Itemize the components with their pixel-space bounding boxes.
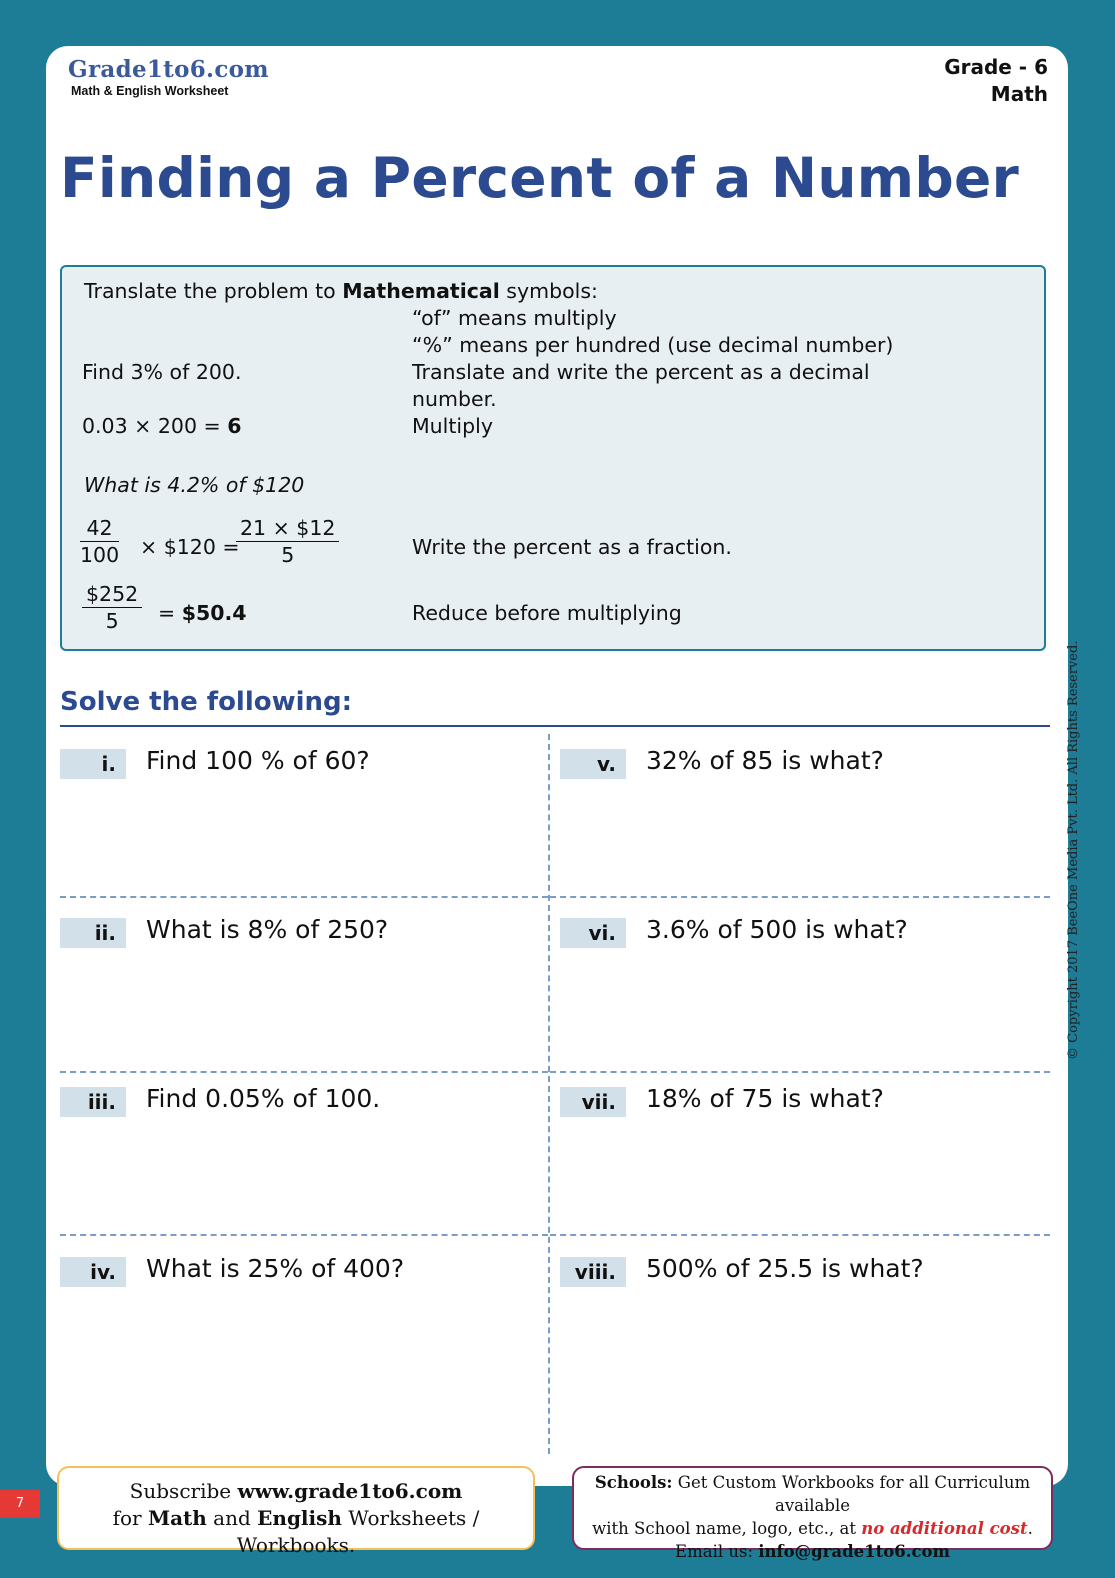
question-label: iii. xyxy=(60,1087,126,1117)
question-item xyxy=(560,918,626,948)
question-label: ii. xyxy=(60,918,126,948)
copyright-notice: © Copyright 2017 BeeOne Media Pvt. Ltd. All Rights Reserved. xyxy=(1066,640,1081,1060)
row-divider xyxy=(550,896,1050,898)
example1-calc: 0.03 × 200 = 6 xyxy=(82,414,242,438)
subscribe-line1: Subscribe www.grade1to6.com xyxy=(129,1479,463,1503)
question-text: 32% of 85 is what? xyxy=(646,746,884,775)
schools-banner xyxy=(572,1466,1053,1561)
question-item xyxy=(60,1087,126,1117)
subscribe-banner[interactable] xyxy=(57,1466,535,1557)
question-text: What is 25% of 400? xyxy=(146,1254,405,1283)
heading-underline xyxy=(60,725,1050,727)
question-label: vi. xyxy=(560,918,626,948)
brand-name: Grade1to6.com xyxy=(68,56,269,83)
grade-label xyxy=(944,54,1048,108)
row-divider xyxy=(60,896,548,898)
row-divider xyxy=(60,1234,548,1236)
example2-answer: = $50.4 xyxy=(158,601,247,625)
example1-step2: Multiply xyxy=(412,414,493,438)
fraction-numerator: 42 xyxy=(80,515,119,542)
grade-text: Grade - 6 xyxy=(944,55,1048,79)
example2-problem: What is 4.2% of $120 xyxy=(84,473,305,497)
question-text: What is 8% of 250? xyxy=(146,915,389,944)
fraction-numerator: 21 × $12 xyxy=(236,515,339,542)
question-label: iv. xyxy=(60,1257,126,1287)
brand-logo[interactable] xyxy=(68,56,269,98)
question-item xyxy=(560,1257,626,1287)
row-divider xyxy=(60,1071,548,1073)
solve-heading: Solve the following: xyxy=(60,687,353,717)
schools-line1: Schools: Get Custom Workbooks for all Curriculum available xyxy=(594,1473,1031,1515)
fraction-denominator: 5 xyxy=(281,543,295,567)
brand-subtitle: Math & English Worksheet xyxy=(71,84,229,98)
question-label: vii. xyxy=(560,1087,626,1117)
question-item xyxy=(60,918,126,948)
example2-fraction-result xyxy=(82,581,142,634)
schools-line2: with School name, logo, etc., at no additional cost. xyxy=(592,1519,1033,1538)
example1-step1-cont: number. xyxy=(412,387,497,411)
example-box xyxy=(60,265,1046,651)
page-title: Finding a Percent of a Number xyxy=(60,146,1020,210)
schools-line3: Email us: info@grade1to6.com xyxy=(675,1542,950,1561)
example2-fraction-percent xyxy=(80,515,119,568)
subscribe-line2: for Math and English Worksheets / Workbooks. xyxy=(112,1506,480,1557)
question-text: Find 100 % of 60? xyxy=(146,746,370,775)
worksheet-page xyxy=(46,46,1068,1486)
fraction-numerator: $252 xyxy=(82,581,142,608)
example2-step2: Reduce before multiplying xyxy=(412,601,682,625)
subject-text: Math xyxy=(990,82,1048,106)
question-label: v. xyxy=(560,749,626,779)
question-item xyxy=(60,749,126,779)
question-text: 500% of 25.5 is what? xyxy=(646,1254,924,1283)
question-label: viii. xyxy=(560,1257,626,1287)
example1-problem: Find 3% of 200. xyxy=(82,360,242,384)
intro-text: Translate the problem to Mathematical symbols: xyxy=(84,279,598,303)
subscribe-link[interactable]: www.grade1to6.com xyxy=(237,1479,463,1503)
rule-of: “of” means multiply xyxy=(412,306,617,330)
example2-multiply: × $120 = xyxy=(140,535,240,559)
question-item xyxy=(560,1087,626,1117)
page-number: 7 xyxy=(0,1490,40,1518)
fraction-denominator: 100 xyxy=(80,543,120,567)
example1-step1: Translate and write the percent as a decimal xyxy=(412,360,870,384)
email-link[interactable]: info@grade1to6.com xyxy=(758,1542,950,1561)
question-text: 18% of 75 is what? xyxy=(646,1084,884,1113)
question-text: 3.6% of 500 is what? xyxy=(646,915,908,944)
column-divider xyxy=(548,734,550,1454)
question-item xyxy=(560,749,626,779)
example2-fraction-reduced xyxy=(236,515,339,568)
fraction-denominator: 5 xyxy=(105,609,119,633)
row-divider xyxy=(550,1234,1050,1236)
example2-step1: Write the percent as a fraction. xyxy=(412,535,732,559)
question-item xyxy=(60,1257,126,1287)
rule-percent: “%” means per hundred (use decimal number) xyxy=(412,333,894,357)
row-divider xyxy=(550,1071,1050,1073)
question-label: i. xyxy=(60,749,126,779)
question-text: Find 0.05% of 100. xyxy=(146,1084,381,1113)
